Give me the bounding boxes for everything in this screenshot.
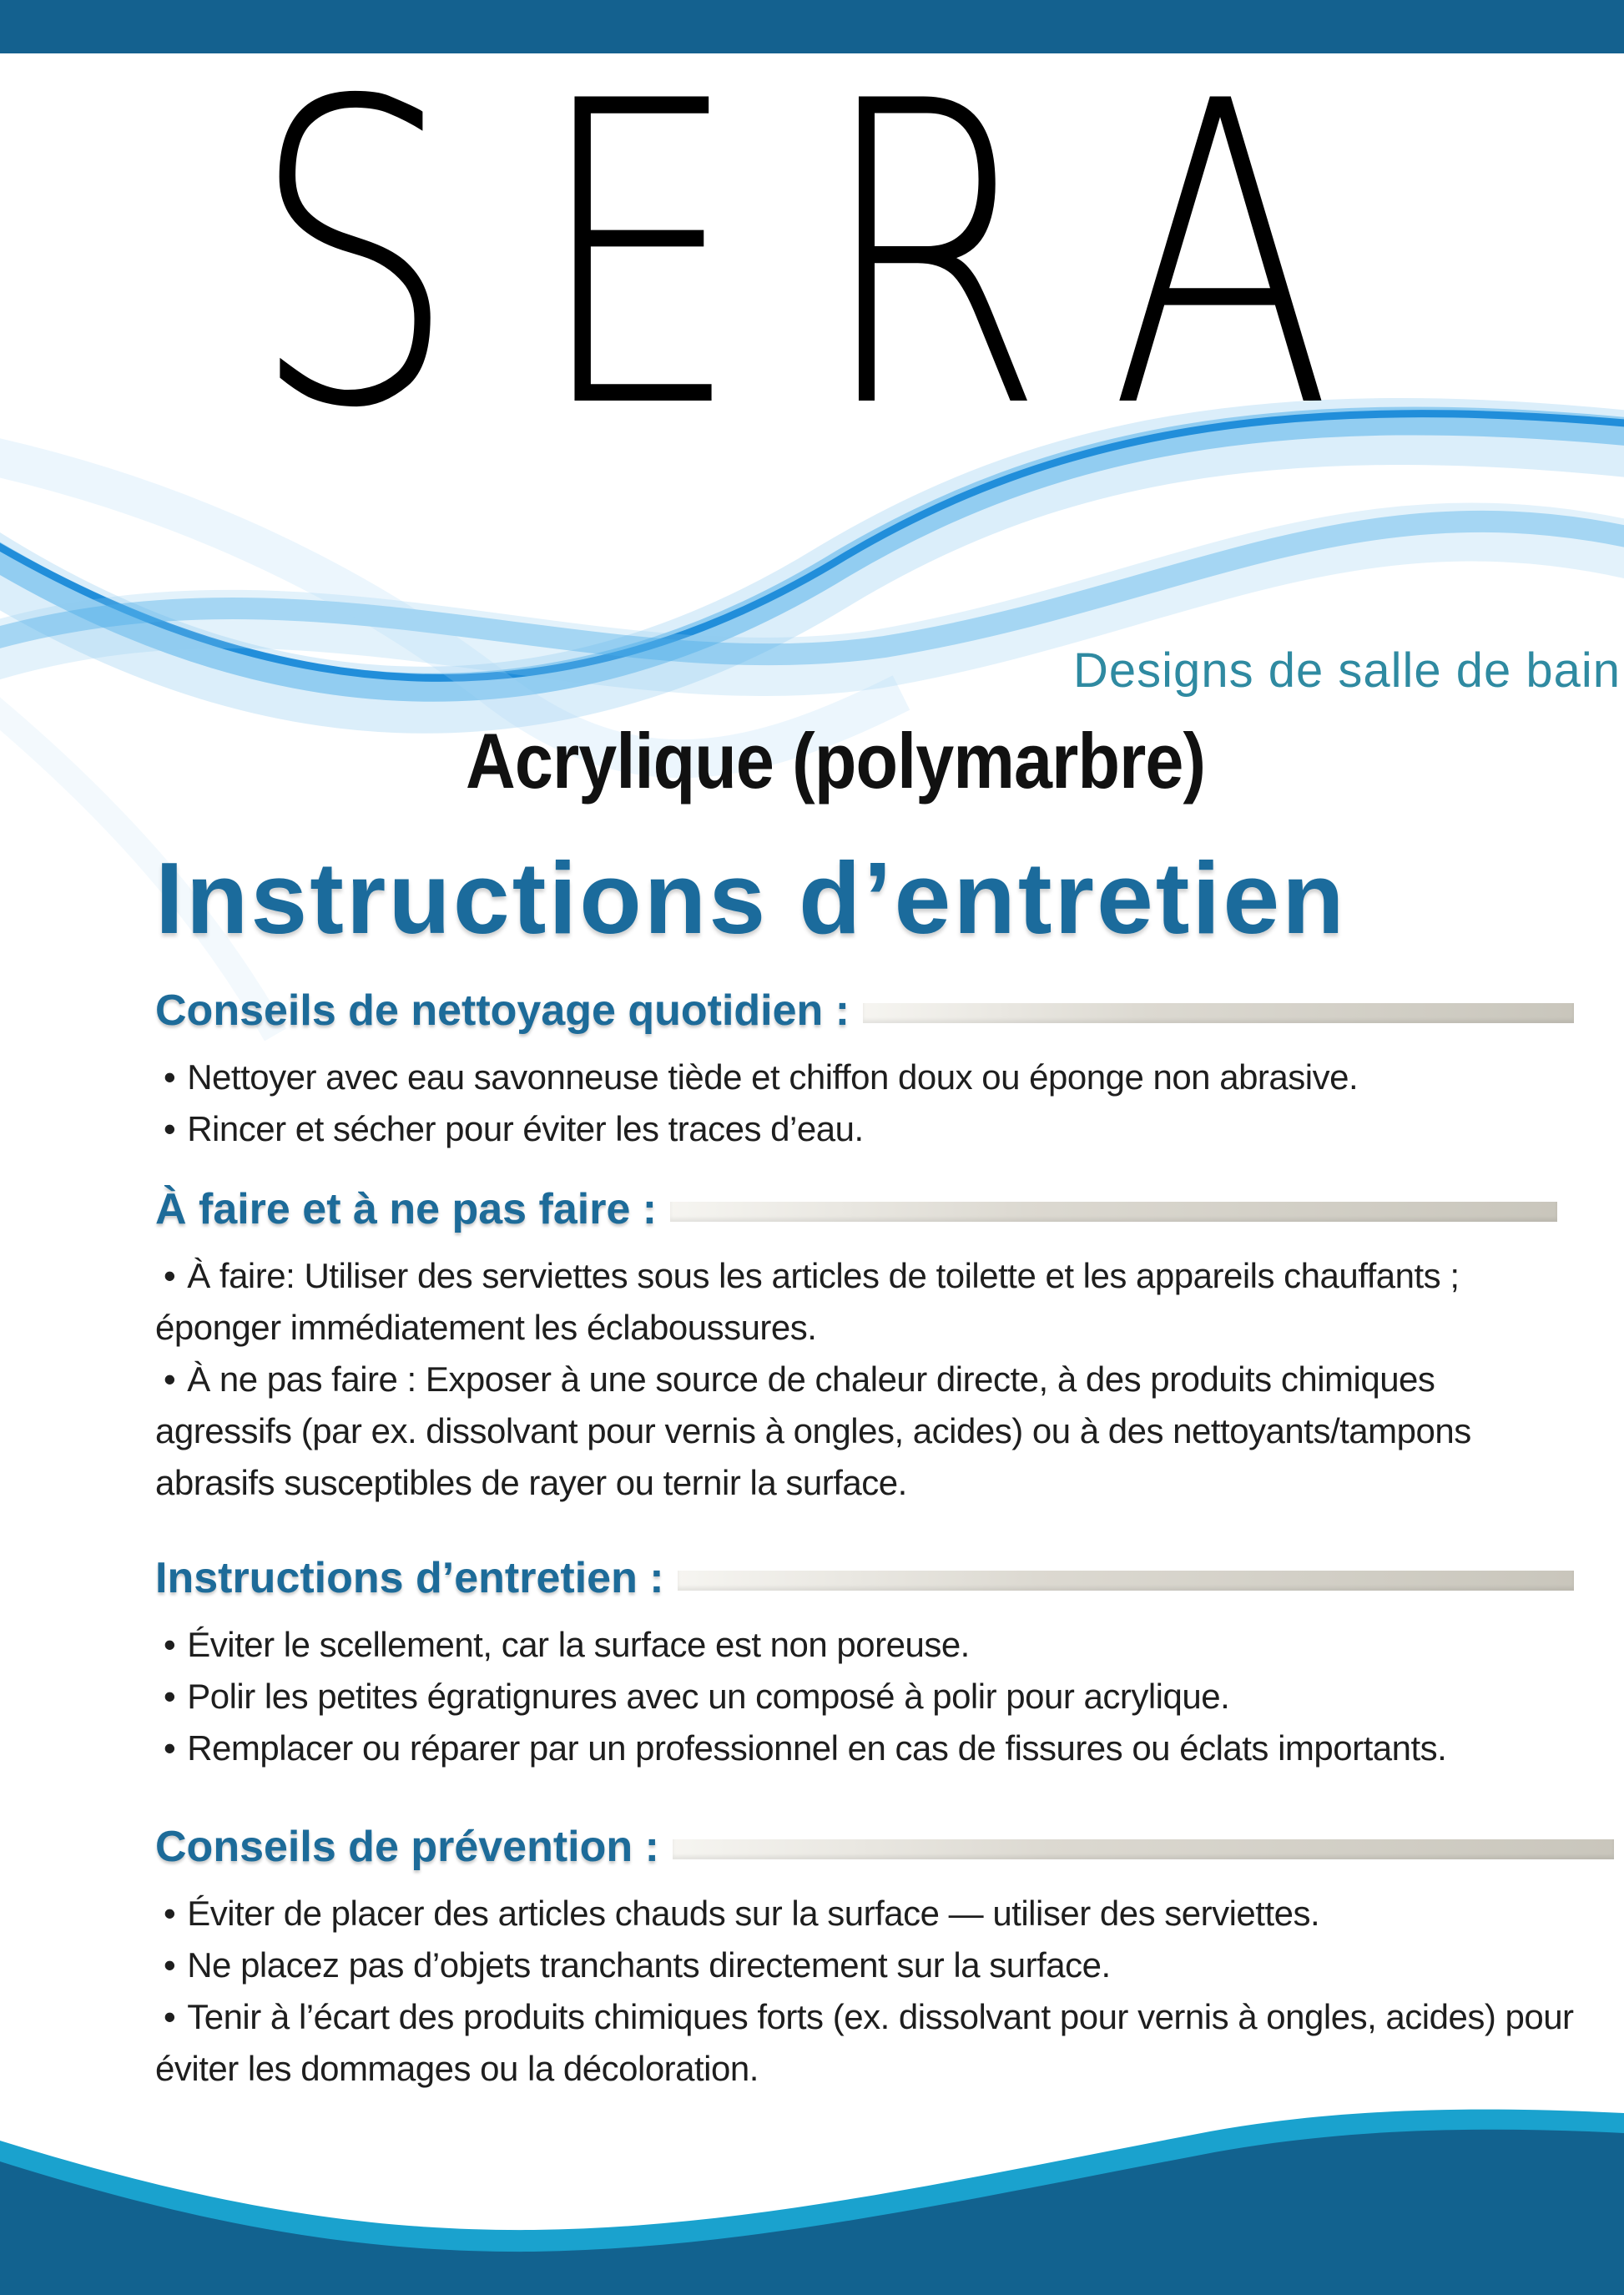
section-heading-row [155,1552,1574,1604]
bullet-marker: • [164,1894,176,1933]
list-item-text: Polir les petites égratignures avec un composé à polir pour acrylique. [187,1677,1230,1716]
list-item [155,1888,1614,1939]
section-heading-row [155,1183,1557,1235]
section-heading-row [155,985,1574,1037]
bullet-marker: • [164,1256,176,1295]
bullet-marker: • [164,1625,176,1664]
list-item [155,1939,1614,1991]
bullet-marker: • [164,1945,176,1985]
section-heading: Instructions d’entretien : [155,1554,664,1602]
brand-logo [0,33,1624,467]
bullet-marker: • [164,1057,176,1097]
heading-rule [863,1003,1574,1023]
page-title: Instructions d’entretien [155,841,1347,955]
section-heading: Conseils de prévention : [155,1823,659,1871]
section-dos-donts [155,1183,1557,1509]
list-item-text: Rincer et sécher pour éviter les traces d’eau. [187,1109,864,1148]
section-heading: Conseils de nettoyage quotidien : [155,986,850,1035]
material-title: Acrylique (polymarbre) [466,717,1206,805]
brand-logo-text: SERA [250,33,1410,467]
list-item-text: Éviter de placer des articles chauds sur la surface — utiliser des serviettes. [187,1894,1320,1933]
list-item [155,1619,1574,1671]
bullet-marker: • [164,1997,176,2036]
bullet-list [155,1052,1574,1155]
list-item [155,1250,1557,1354]
bullet-marker: • [164,1359,176,1399]
bullet-marker: • [164,1728,176,1768]
list-item [155,1723,1574,1774]
bullet-marker: • [164,1677,176,1716]
heading-rule [673,1839,1614,1859]
bullet-marker: • [164,1109,176,1148]
list-item-text: Tenir à l’écart des produits chimiques forts (ex. dissolvant pour vernis à ongles, acides) pour éviter les dommages ou la décoloration. [155,1997,1574,2088]
heading-rule [670,1202,1557,1222]
section-daily-cleaning [155,985,1574,1155]
bullet-list [155,1250,1557,1509]
footer-wave [0,2091,1624,2295]
bullet-list [155,1619,1574,1774]
list-item [155,1991,1614,2095]
list-item [155,1103,1574,1155]
section-heading-row [155,1821,1614,1873]
section-heading: À faire et à ne pas faire : [155,1185,658,1233]
list-item-text: Remplacer ou réparer par un professionnel en cas de fissures ou éclats importants. [187,1728,1447,1768]
list-item-text: À ne pas faire : Exposer à une source de chaleur directe, à des produits chimiques agressifs (par ex. dissolvant pour vernis à ongles, acides) ou à des nettoyants/tampons abrasifs susceptibles de rayer ou ternir la surface. [155,1359,1471,1502]
list-item-text: Éviter le scellement, car la surface est non poreuse. [187,1625,970,1664]
section-prevention-tips [155,1821,1614,2095]
list-item [155,1671,1574,1723]
brand-tagline: Designs de salle de bain [1073,643,1621,698]
list-item-text: Ne placez pas d’objets tranchants directement sur la surface. [187,1945,1111,1985]
bullet-list [155,1888,1614,2095]
section-care-instructions [155,1552,1574,1774]
list-item-text: Nettoyer avec eau savonneuse tiède et chiffon doux ou éponge non abrasive. [187,1057,1359,1097]
list-item [155,1052,1574,1103]
list-item-text: À faire: Utiliser des serviettes sous les articles de toilette et les appareils chauffants ; éponger immédiatement les éclaboussures. [155,1256,1460,1347]
list-item [155,1354,1557,1509]
heading-rule [678,1571,1574,1591]
